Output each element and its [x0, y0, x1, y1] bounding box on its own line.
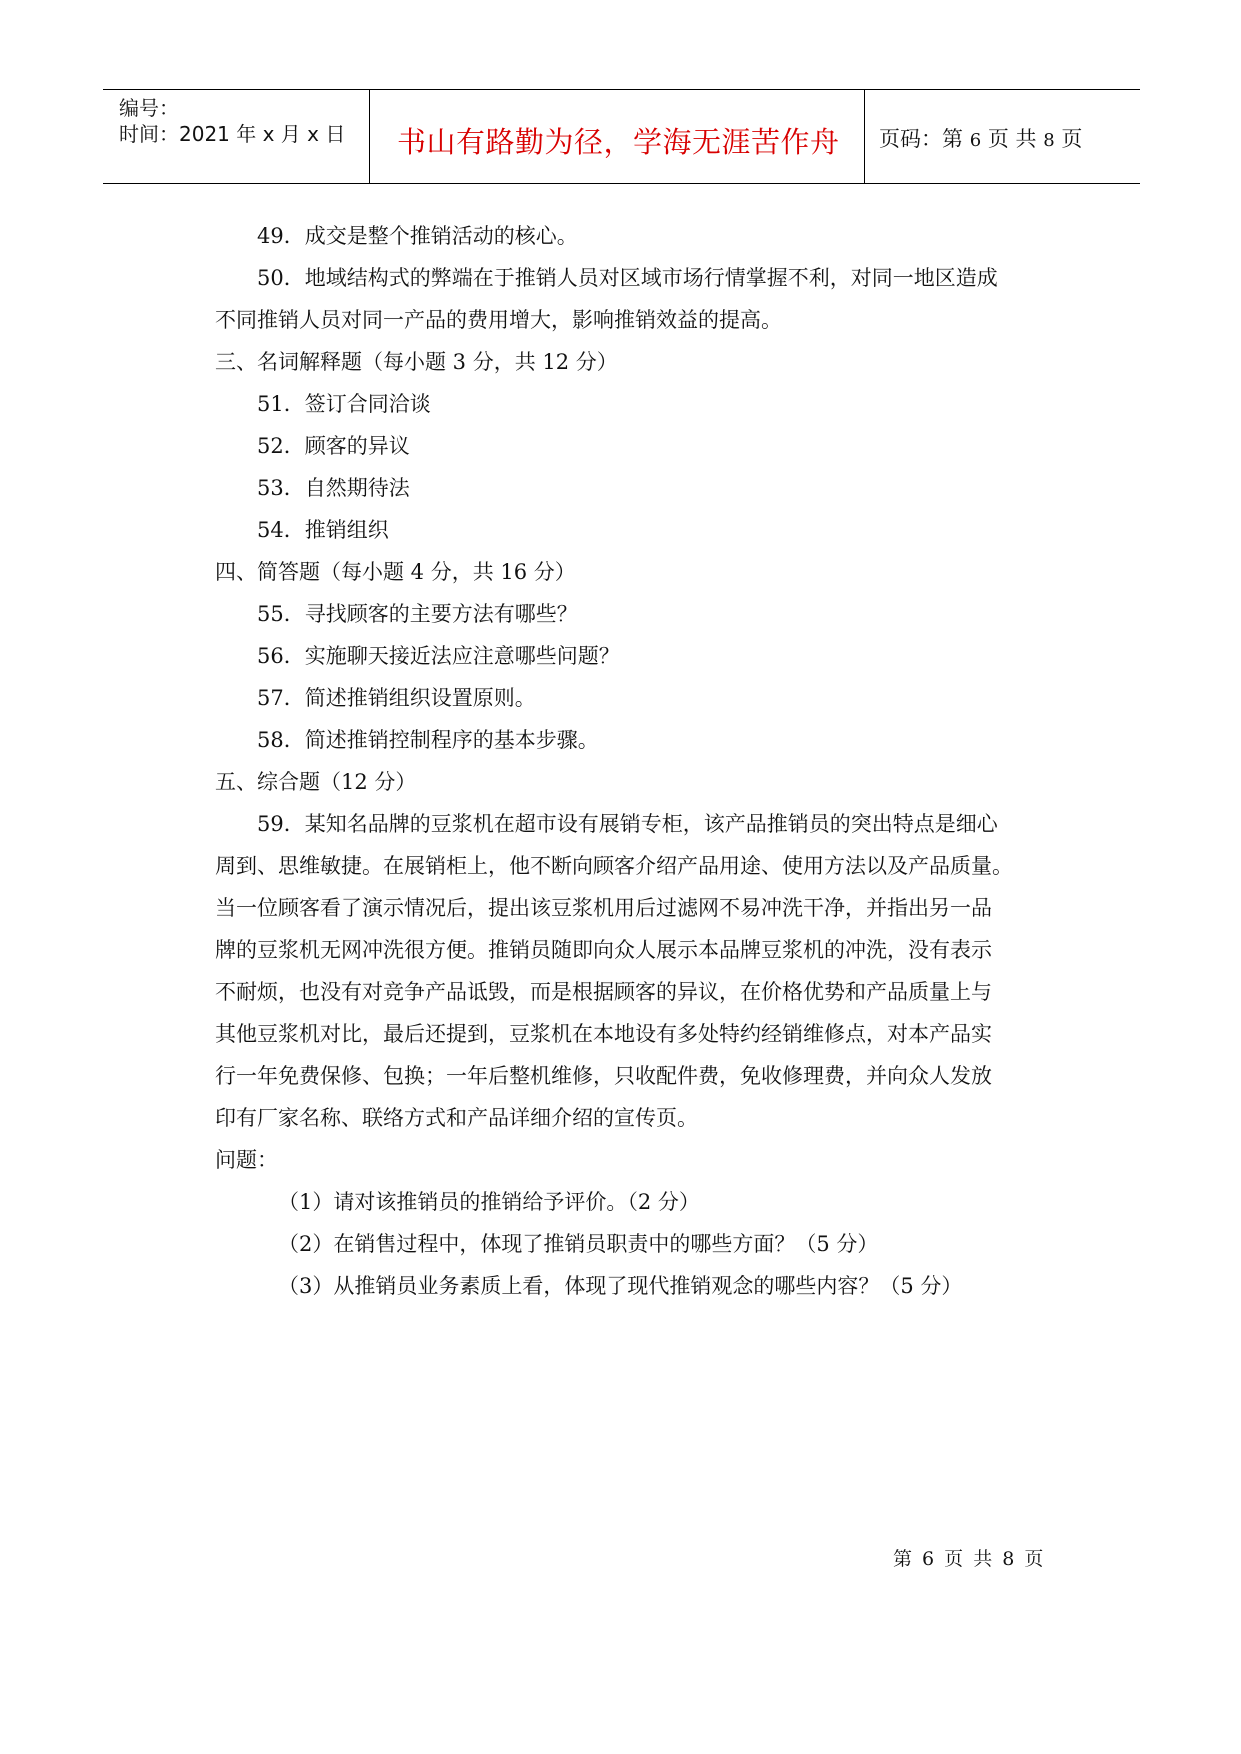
page-footer: 第 6 页 共 8 页	[893, 1548, 1044, 1570]
section-heading-terms: 三、名词解释题（每小题 3 分，共 12 分）	[215, 350, 618, 374]
page-middle: 页 共	[987, 127, 1037, 151]
document-number-label: 编号：	[119, 96, 179, 120]
header-page-cell	[865, 90, 1140, 183]
question-55: 55．寻找顾客的主要方法有哪些？	[257, 602, 578, 626]
question-59-line-6: 其他豆浆机对比，最后还提到，豆浆机在本地设有多处特约经销维修点，对本产品实	[215, 1022, 992, 1046]
question-50-line-1: 50．地域结构式的弊端在于推销人员对区域市场行情掌握不利，对同一地区造成	[257, 266, 998, 290]
question-59-line-8: 印有厂家名称、联络方式和产品详细介绍的宣传页。	[215, 1106, 698, 1130]
question-50-line-2: 不同推销人员对同一产品的费用增大，影响推销效益的提高。	[215, 308, 782, 332]
question-49: 49．成交是整个推销活动的核心。	[257, 224, 578, 248]
page-total: 8	[1043, 130, 1055, 151]
document-time-label: 时间：2021 年 x 月 x 日	[119, 122, 346, 146]
header-page-number	[879, 123, 1082, 153]
section-heading-short-answer: 四、简答题（每小题 4 分，共 16 分）	[215, 560, 576, 584]
question-54: 54．推销组织	[257, 518, 389, 542]
question-59-line-3: 当一位顾客看了演示情况后，提出该豆浆机用后过滤网不易冲洗干净，并指出另一品	[215, 896, 992, 920]
sub-question-1: （1）请对该推销员的推销给予评价。（2 分）	[278, 1190, 700, 1214]
question-59-line-4: 牌的豆浆机无网冲洗很方便。推销员随即向众人展示本品牌豆浆机的冲洗，没有表示	[215, 938, 992, 962]
question-51: 51．签订合同洽谈	[257, 392, 431, 416]
sub-question-2: （2）在销售过程中，体现了推销员职责中的哪些方面？（5 分）	[278, 1232, 879, 1256]
section-heading-comprehensive: 五、综合题（12 分）	[215, 770, 417, 794]
question-52: 52．顾客的异议	[257, 434, 410, 458]
header-motto: 书山有路勤为径，学海无涯苦作舟	[397, 125, 840, 159]
sub-question-3: （3）从推销员业务素质上看，体现了现代推销观念的哪些内容？（5 分）	[278, 1274, 963, 1298]
page-suffix: 页	[1061, 127, 1083, 151]
question-59-line-1: 59．某知名品牌的豆浆机在超市设有展销专柜，该产品推销员的突出特点是细心	[257, 812, 998, 836]
question-59-line-7: 行一年免费保修、包换；一年后整机维修，只收配件费，免收修理费，并向众人发放	[215, 1064, 992, 1088]
questions-label: 问题：	[215, 1148, 278, 1172]
question-59-line-5: 不耐烦，也没有对竞争产品诋毁，而是根据顾客的异议，在价格优势和产品质量上与	[215, 980, 992, 1004]
question-57: 57．简述推销组织设置原则。	[257, 686, 536, 710]
question-53: 53．自然期待法	[257, 476, 410, 500]
header-meta-cell	[103, 90, 370, 183]
question-56: 56．实施聊天接近法应注意哪些问题？	[257, 644, 620, 668]
question-59-line-2: 周到、思维敏捷。在展销柜上，他不断向顾客介绍产品用途、使用方法以及产品质量。	[215, 854, 1013, 878]
question-58: 58．简述推销控制程序的基本步骤。	[257, 728, 599, 752]
header-motto-cell	[370, 90, 865, 183]
page-current: 6	[969, 130, 982, 151]
page-header	[103, 89, 1140, 184]
page-prefix: 页码：第	[879, 127, 963, 151]
